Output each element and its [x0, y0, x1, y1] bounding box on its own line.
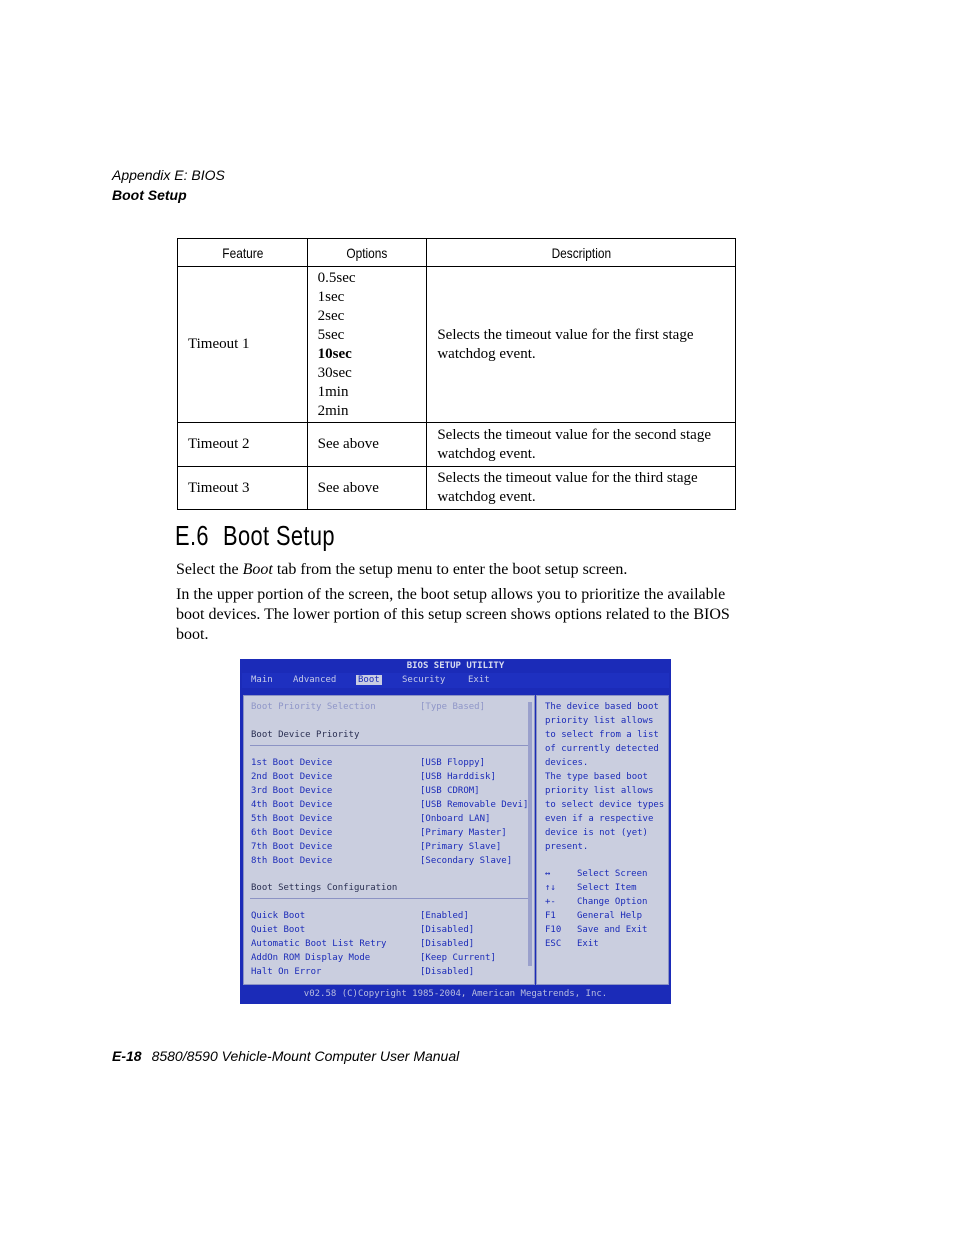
cell-options: See above	[307, 467, 427, 510]
cell-options	[307, 267, 427, 423]
boot-device-3-label[interactable]: 3rd Boot Device	[251, 786, 333, 796]
addon-rom-label[interactable]: AddOn ROM Display Mode	[251, 953, 371, 963]
boot-device-3-value[interactable]: [USB CDROM]	[420, 786, 480, 796]
bios-tab-main[interactable]: Main	[251, 675, 273, 685]
cell-options: See above	[307, 423, 427, 467]
boot-device-7-value[interactable]: [Primary Slave]	[420, 842, 502, 852]
col-header-feature: Feature	[187, 239, 297, 267]
help-text-line: present.	[545, 842, 589, 852]
option-value: 1min	[317, 383, 349, 400]
key-left-right: ↔	[545, 869, 551, 879]
help-text-line: devices.	[545, 758, 589, 768]
boot-device-4-label[interactable]: 4th Boot Device	[251, 800, 333, 810]
running-header-section: Boot Setup	[112, 187, 187, 203]
boot-device-4-value[interactable]: [USB Removable Devi]	[420, 800, 529, 810]
intro-paragraph	[176, 560, 741, 580]
table-row	[178, 467, 736, 510]
key-desc: Select Screen	[577, 869, 648, 879]
option-value: 5sec	[317, 326, 345, 343]
settings-heading: Boot Settings Configuration	[251, 883, 398, 893]
boot-device-1-value[interactable]: [USB Floppy]	[420, 758, 486, 768]
cell-feature: Timeout 3	[178, 467, 308, 510]
boot-device-2-value[interactable]: [USB Harddisk]	[420, 772, 496, 782]
key-desc: Save and Exit	[577, 925, 648, 935]
halt-on-error-value[interactable]: [Disabled]	[420, 967, 475, 977]
device-priority-heading: Boot Device Priority	[251, 730, 360, 740]
timeout-options-table	[177, 238, 736, 510]
bios-copyright: v02.58 (C)Copyright 1985-2004, American Megatrends, Inc.	[303, 989, 608, 999]
boot-device-8-label[interactable]: 8th Boot Device	[251, 856, 333, 866]
bios-tab-bar	[242, 673, 669, 688]
boot-list-retry-label[interactable]: Automatic Boot List Retry	[251, 939, 387, 949]
quiet-boot-value[interactable]: [Disabled]	[420, 925, 475, 935]
help-text-line: device is not (yet)	[545, 828, 648, 838]
quick-boot-value[interactable]: [Enabled]	[420, 911, 469, 921]
key-f1: F1	[545, 911, 556, 921]
cell-feature: Timeout 1	[178, 267, 308, 423]
scrollbar[interactable]	[528, 702, 532, 966]
halt-on-error-label[interactable]: Halt On Error	[251, 967, 322, 977]
boot-device-1-label[interactable]: 1st Boot Device	[251, 758, 333, 768]
cell-feature: Timeout 2	[178, 423, 308, 467]
cell-description: Selects the timeout value for the second stage watchdog event.	[427, 423, 736, 467]
paragraph-text: tab from the setup menu to enter the boot setup screen.	[272, 561, 628, 578]
boot-device-6-value[interactable]: [Primary Master]	[420, 828, 507, 838]
key-esc: ESC	[545, 939, 562, 949]
separator	[250, 745, 528, 746]
option-value: 2sec	[317, 307, 345, 324]
col-header-description: Description	[450, 239, 712, 267]
boot-device-5-label[interactable]: 5th Boot Device	[251, 814, 333, 824]
option-value-default: 10sec	[317, 345, 352, 362]
option-value: 1sec	[317, 288, 345, 305]
bios-tab-security[interactable]: Security	[402, 675, 446, 685]
boot-device-8-value[interactable]: [Secondary Slave]	[420, 856, 513, 866]
quiet-boot-label[interactable]: Quiet Boot	[251, 925, 306, 935]
boot-priority-selection-label[interactable]: Boot Priority Selection	[251, 702, 376, 712]
key-desc: Change Option	[577, 897, 648, 907]
table-row	[178, 267, 736, 423]
key-plus-minus: +-	[545, 897, 556, 907]
bios-tab-advanced[interactable]: Advanced	[293, 675, 337, 685]
boot-device-5-value[interactable]: [Onboard LAN]	[420, 814, 491, 824]
table-row	[178, 423, 736, 467]
option-value: 2min	[317, 402, 349, 419]
boot-device-7-label[interactable]: 7th Boot Device	[251, 842, 333, 852]
bios-settings-panel	[243, 695, 535, 985]
option-value: 0.5sec	[317, 269, 356, 286]
help-text-line: of currently detected	[545, 744, 659, 754]
bios-tab-boot[interactable]: Boot	[358, 675, 380, 685]
key-desc: General Help	[577, 911, 643, 921]
help-text-line: The type based boot	[545, 772, 648, 782]
help-text-line: priority list allows	[545, 786, 654, 796]
table-header-row	[178, 239, 736, 267]
help-text-line: even if a respective	[545, 814, 654, 824]
help-text-line: priority list allows	[545, 716, 654, 726]
key-desc: Exit	[577, 939, 599, 949]
addon-rom-value[interactable]: [Keep Current]	[420, 953, 496, 963]
boot-priority-selection-value[interactable]: [Type Based]	[420, 702, 486, 712]
section-heading	[175, 520, 349, 552]
bios-tab-exit[interactable]: Exit	[468, 675, 490, 685]
help-text-line: The device based boot	[545, 702, 659, 712]
bios-help-panel	[536, 695, 669, 985]
key-f10: F10	[545, 925, 562, 935]
key-up-down: ↑↓	[545, 883, 556, 893]
cell-description: Selects the timeout value for the third stage watchdog event.	[427, 467, 736, 510]
help-text-line: to select device types	[545, 800, 665, 810]
section-title: Boot Setup	[222, 520, 335, 551]
bios-screenshot	[240, 659, 671, 1004]
option-value: 30sec	[317, 364, 352, 381]
boot-device-2-label[interactable]: 2nd Boot Device	[251, 772, 333, 782]
key-desc: Select Item	[577, 883, 637, 893]
page-footer	[112, 1048, 459, 1064]
col-header-options: Options	[316, 239, 418, 267]
section-number: E.6	[175, 520, 209, 551]
separator	[250, 898, 528, 899]
cell-description: Selects the timeout value for the first stage watchdog event.	[427, 267, 736, 423]
bios-title: BIOS SETUP UTILITY	[406, 661, 505, 671]
boot-device-6-label[interactable]: 6th Boot Device	[251, 828, 333, 838]
running-header-appendix: Appendix E: BIOS	[112, 167, 225, 183]
boot-tab-reference: Boot	[242, 561, 273, 578]
paragraph-text: Select the	[176, 561, 243, 578]
description-paragraph: In the upper portion of the screen, the boot setup allows you to prioritize the available boot devices. The lower portion of this setup screen shows options related to the BIOS boot.	[176, 586, 730, 643]
manual-title: 8580/8590 Vehicle-Mount Computer User Manual	[151, 1048, 460, 1064]
help-text-line: to select from a list	[545, 730, 659, 740]
page-number: E-18	[112, 1048, 142, 1064]
quick-boot-label[interactable]: Quick Boot	[251, 911, 306, 921]
boot-list-retry-value[interactable]: [Disabled]	[420, 939, 475, 949]
